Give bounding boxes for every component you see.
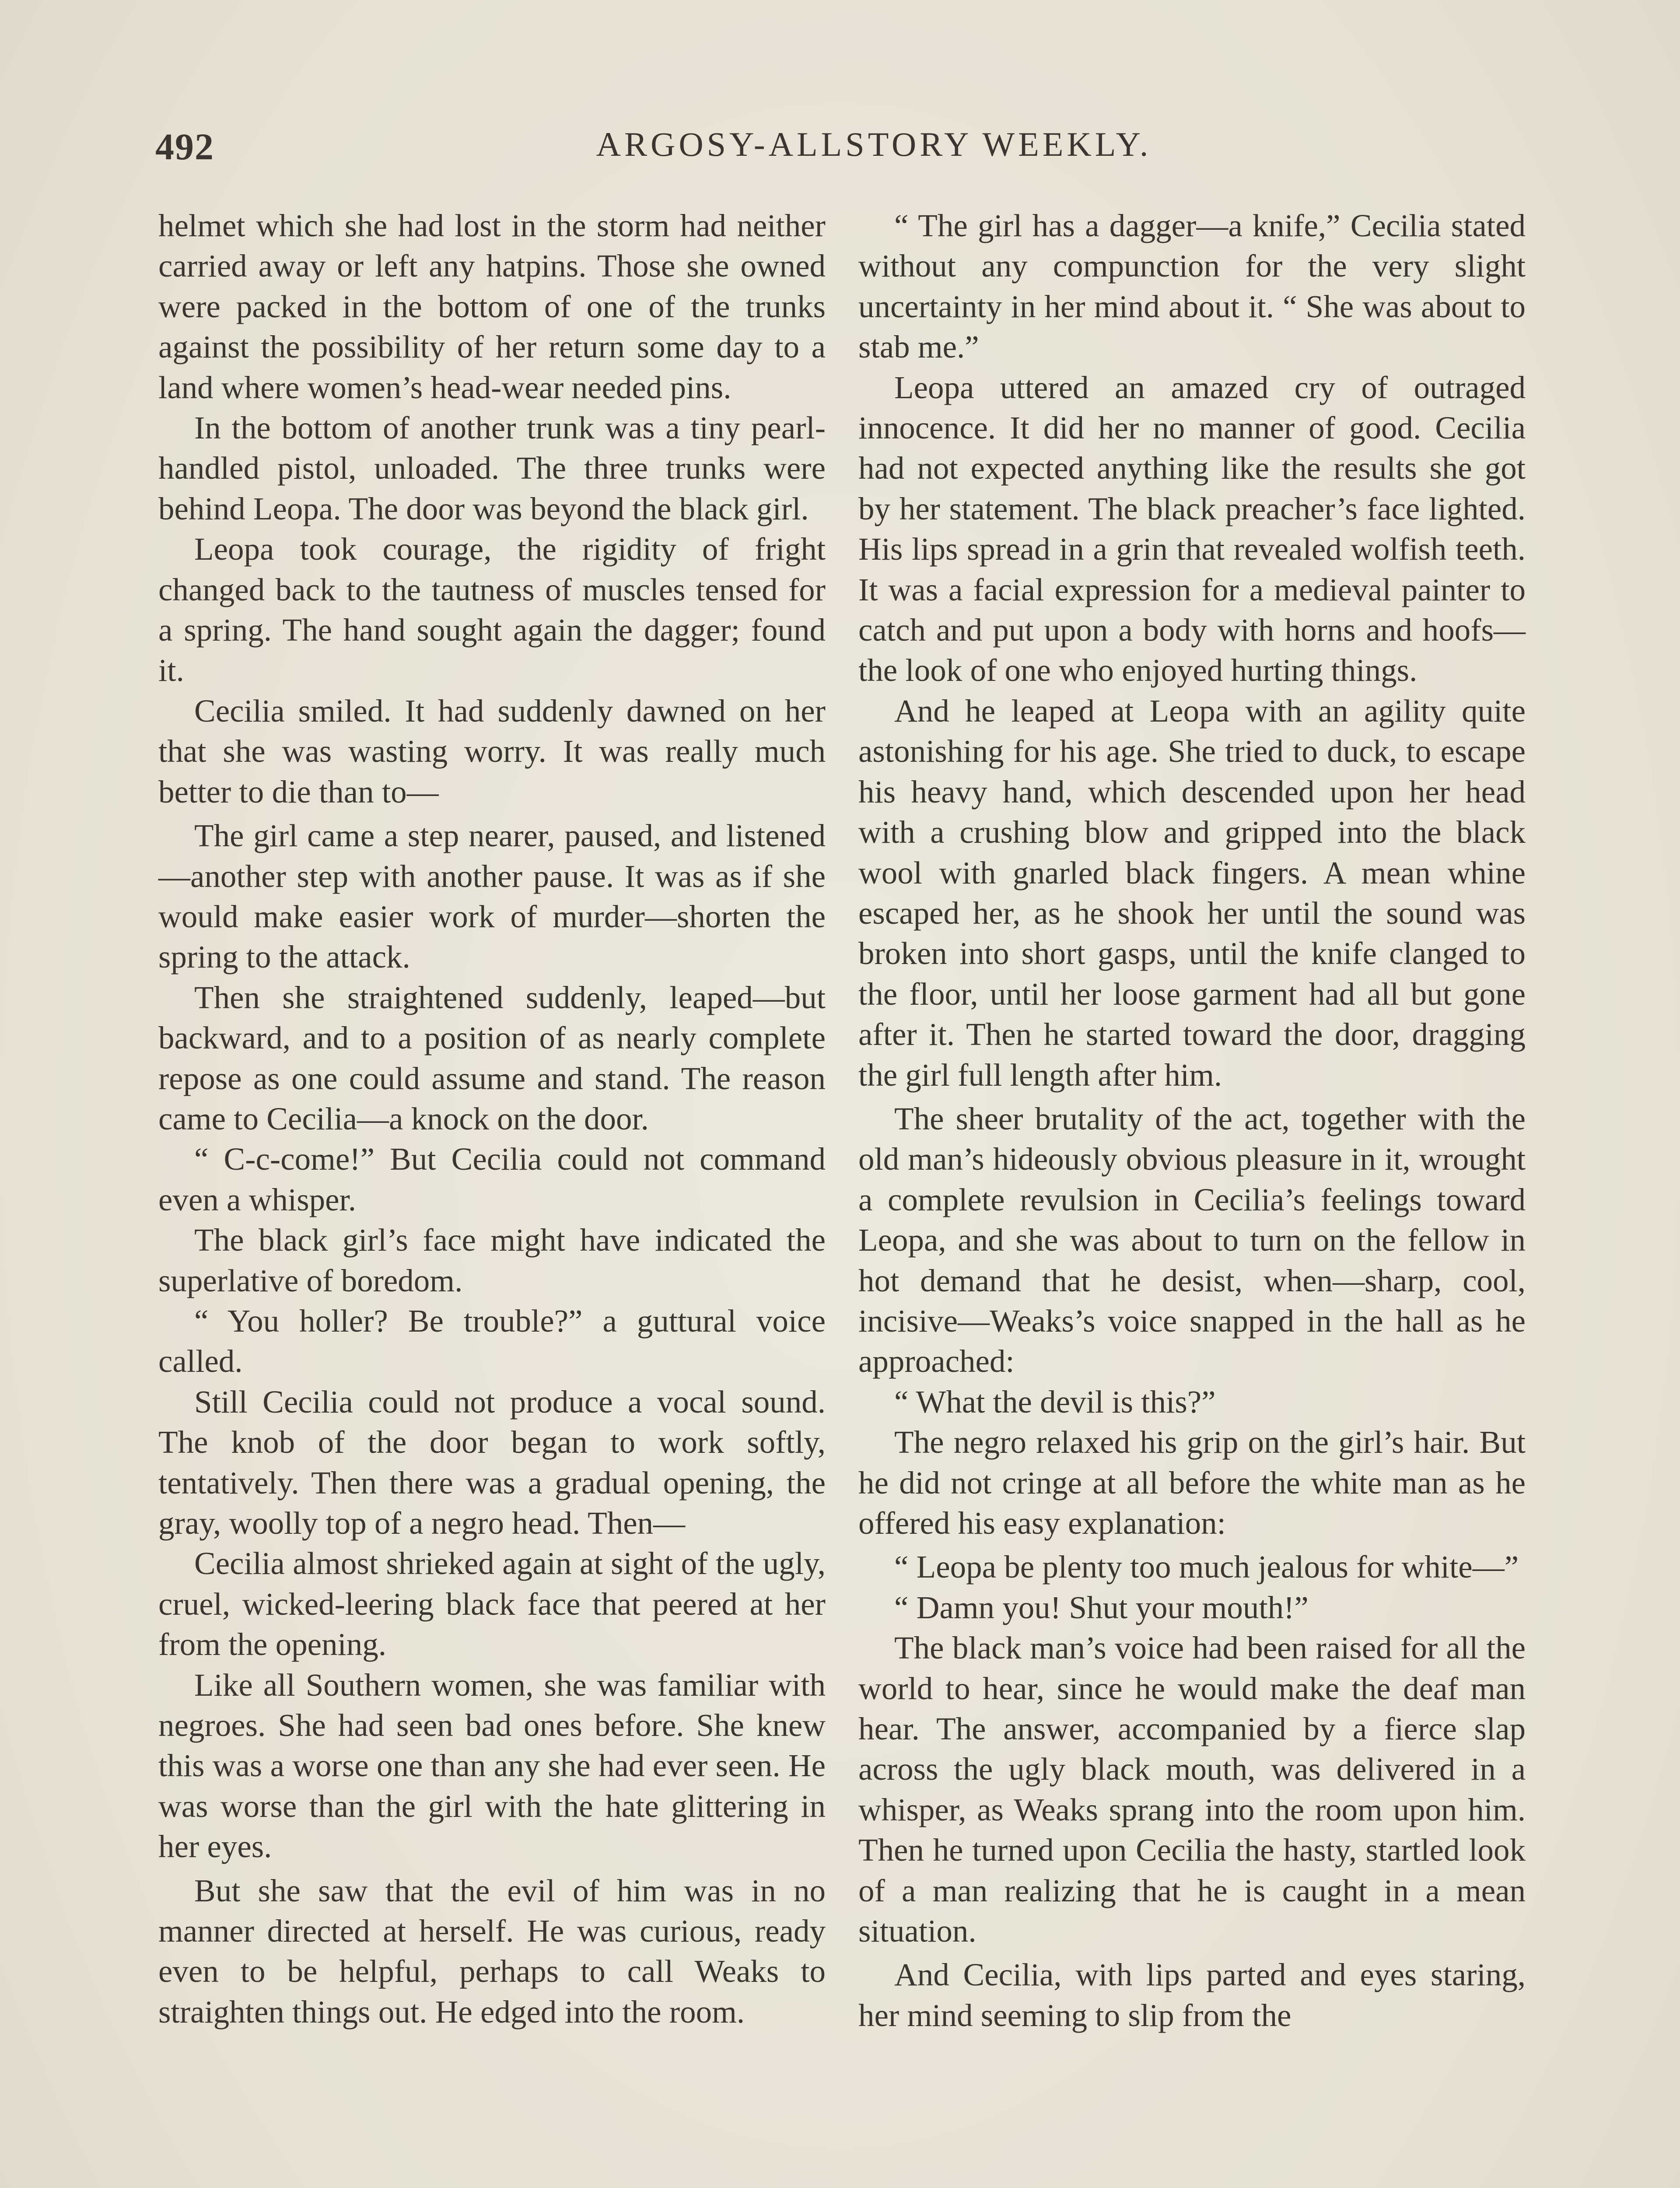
- paragraph: “ Leopa be plenty too much jealous for white—”: [894, 1549, 1519, 1585]
- paragraph: And Cecilia, with lips parted and eyes staring, her mind seeming to slip from the: [858, 1957, 1526, 2033]
- paragraph: helmet which she had lost in the storm had neither carried away or left any hatpins. Those she owned were packed in the bottom of one of the trunks against the possibility of her return some day to a land where women’s head-wear needed pins.: [158, 208, 826, 405]
- paragraph: Still Cecilia could not produce a vocal sound. The knob of the door began to work softly, tentatively. Then there was a gradual opening, the gray, woolly top of a negro head. Then—: [158, 1384, 826, 1541]
- paragraph: The girl came a step nearer, paused, and listened—another step with another pause. It was as if she would make easier work of murder—shorten the spring to the attack.: [158, 818, 826, 975]
- page-header: [155, 125, 1527, 177]
- paragraph: “ C-c-come!” But Cecilia could not command even a whisper.: [158, 1141, 826, 1217]
- paragraph: The negro relaxed his grip on the girl’s hair. But he did not cringe at all before the white man as he offered his easy explanation:: [858, 1424, 1526, 1541]
- paragraph: And he leaped at Leopa with an agility quite astonishing for his age. She tried to duck, to escape his heavy hand, which descended upon her head with a crushing blow and gripped into the black wool with gnarled black fingers. A mean whine escaped her, as he shook her until the sound was broken into short gasps, until the knife clanged to the floor, until her loose garment had all but gone after it. Then he started toward the door, dragging the girl full length after him.: [858, 693, 1526, 1093]
- paragraph: “ What the devil is this?”: [894, 1384, 1216, 1420]
- paragraph: The sheer brutality of the act, together with the old man’s hideously obvious pleasure in it, wrought a complete revulsion in Cecilia’s feelings toward Leopa, and she was about to turn on the fellow in hot demand that he desist, when—sharp, cool, incisive—Weaks’s voice snapped in the hall as he approached:: [858, 1101, 1526, 1379]
- paragraph: The black man’s voice had been raised for all the world to hear, since he would make the deaf man hear. The answer, accompanied by a fierce slap across the ugly black mouth, was delivered in a whisper, as Weaks sprang into the room upon him. Then he turned upon Cecilia the hasty, startled look of a man realizing that he is caught in a mean situation.: [858, 1630, 1526, 1949]
- right-text-column: [858, 206, 1526, 2036]
- paragraph: Like all Southern women, she was familiar with negroes. She had seen bad ones before. She knew this was a worse one than any she had ever seen. He was worse than the girl with the hate glittering in her eyes.: [158, 1667, 826, 1865]
- paragraph: Leopa uttered an amazed cry of outraged innocence. It did her no manner of good. Cecilia had not expected anything like the results she got by her statement. The black preacher’s face lighted. His lips spread in a grin that revealed wolfish teeth. It was a facial expression for a medieval painter to catch and put upon a body with horns and hoofs—the look of one who enjoyed hurting things.: [858, 369, 1526, 688]
- paragraph: Then she straightened suddenly, leaped—but backward, and to a position of as nearly complete repose as one could assume and stand. The reason came to Cecilia—a knock on the door.: [158, 979, 826, 1136]
- paragraph: Cecilia almost shrieked again at sight of the ugly, cruel, wicked-leering black face that peered at her from the opening.: [158, 1546, 826, 1662]
- paragraph: “ Damn you! Shut your mouth!”: [894, 1589, 1309, 1625]
- paragraph: Cecilia smiled. It had suddenly dawned on her that she was wasting worry. It was really much better to die than to—: [158, 693, 826, 810]
- paragraph: The black girl’s face might have indicated the superlative of boredom.: [158, 1222, 826, 1298]
- paragraph: “ The girl has a dagger—a knife,” Cecilia stated without any compunction for the very slight uncertainty in her mind about it. “ She was about to stab me.”: [858, 208, 1526, 365]
- page-number: 492: [155, 126, 214, 168]
- paragraph: Leopa took courage, the rigidity of fright changed back to the tautness of muscles tensed for a spring. The hand sought again the dagger; found it.: [158, 531, 826, 688]
- left-text-column: [158, 206, 826, 2032]
- paragraph: But she saw that the evil of him was in no manner directed at herself. He was curious, ready even to be helpful, perhaps to call Weaks to straighten things out. He edged into the room.: [158, 1872, 826, 2030]
- paragraph: In the bottom of another trunk was a tiny pearl-handled pistol, unloaded. The three trunks were behind Leopa. The door was beyond the black girl.: [158, 410, 826, 526]
- magazine-title: ARGOSY-ALLSTORY WEEKLY.: [596, 125, 1152, 163]
- paragraph: “ You holler? Be trouble?” a guttural voice called.: [158, 1303, 826, 1379]
